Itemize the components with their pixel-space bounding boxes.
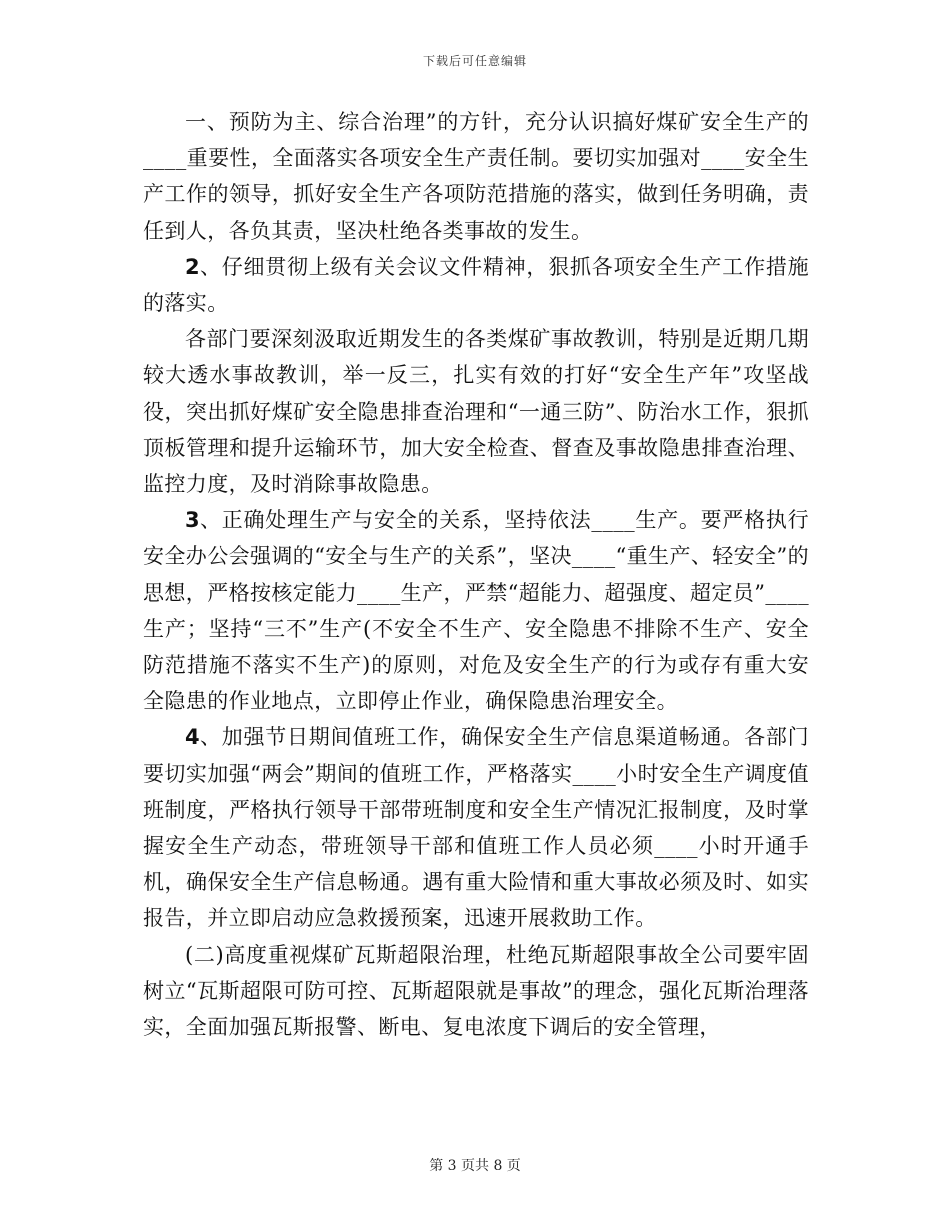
paragraph-number: 2 [185, 254, 200, 279]
paragraph-3 [143, 321, 809, 502]
paragraph-2 [143, 249, 809, 321]
page-footer: 第 3 页共 8 页 [429, 1158, 521, 1174]
paragraph-text: (二)高度重视煤矿瓦斯超限治理，杜绝瓦斯超限事故全公司要牢固树立“瓦斯超限可防可控、瓦斯超限就是事故”的理念，强化瓦斯治理落实，全面加强瓦斯报警、断电、复电浓度下调后的安全管理， [143, 942, 809, 1040]
paragraph-text: 一、预防为主、综合治理”的方针，充分认识搞好煤矿安全生产的____重要性，全面落实各项安全生产责任制。要切实加强对____安全生产工作的领导，抓好安全生产各项防范措施的落实，做到任务明确，责任到人，各负其责，坚决杜绝各类事故的发生。 [143, 110, 809, 243]
paragraph-text: 各部门要深刻汲取近期发生的各类煤矿事故教训，特别是近期几期较大透水事故教训，举一反三，扎实有效的打好“安全生产年”攻坚战役，突出抓好煤矿安全隐患排查治理和“一通三防”、防治水工作，狠抓顶板管理和提升运输环节，加大安全检查、督查及事故隐患排查治理、监控力度，及时消除事故隐患。 [143, 327, 809, 497]
paragraph-6 [143, 937, 809, 1046]
paragraph-number: 4 [185, 725, 200, 750]
paragraph-1 [143, 104, 809, 249]
page-header: 下载后可任意编辑 [422, 54, 527, 68]
paragraph-text: 、加强节日期间值班工作，确保安全生产信息渠道畅通。各部门要切实加强“两会”期间的值班工作，严格落实____小时安全生产调度值班制度，严格执行领导干部带班制度和安全生产情况汇报制度，及时掌握安全生产动态，带班领导干部和值班工作人员必须____小时开通手机，确保安全生产信息畅通。遇有重大险情和重大事故必须及时、如实报告，并立即启动应急救援预案，迅速开展救助工作。 [143, 725, 809, 931]
paragraph-text: 、仔细贯彻上级有关会议文件精神，狠抓各项安全生产工作措施的落实。 [143, 254, 809, 316]
document-body [143, 104, 809, 1045]
paragraph-number: 3 [185, 508, 200, 533]
paragraph-4 [143, 502, 809, 719]
paragraph-text: 、正确处理生产与安全的关系，坚持依法____生产。要严格执行安全办公会强调的“安全与生产的关系”，坚决____“重生产、轻安全”的思想，严格按核定能力____生产，严禁“超能力、超强度、超定员”____生产；坚持“三不”生产(不安全不生产、安全隐患不排除不生产、安全防范措施不落实不生产)的原则，对危及安全生产的行为或存有重大安全隐患的作业地点，立即停止作业，确保隐患治理安全。 [143, 508, 809, 714]
paragraph-5 [143, 719, 809, 936]
